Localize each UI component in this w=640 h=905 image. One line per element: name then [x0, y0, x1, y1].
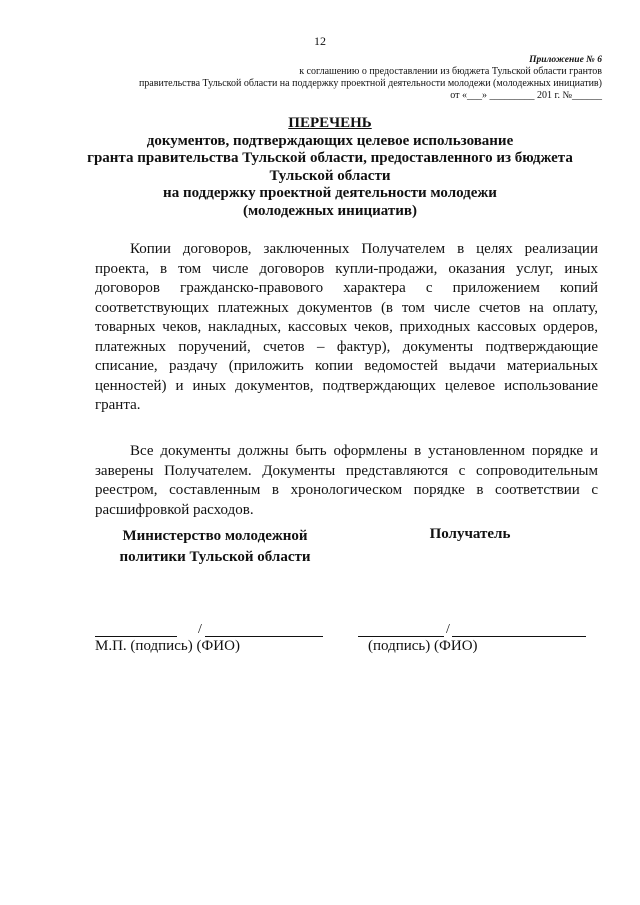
- title-line-4: на поддержку проектной деятельности молодежи: [163, 185, 497, 201]
- name-line-recipient: [452, 636, 586, 637]
- document-title: [60, 115, 600, 220]
- name-line-ministry: [205, 636, 323, 637]
- signatory-ministry-line-1: Министерство молодежной: [122, 528, 308, 544]
- header-line-3: от «___» _________ 201 г. №______: [450, 90, 602, 101]
- header-line-2: правительства Тульской области на поддержку проектной деятельности молодежи (молодежных инициатив): [138, 78, 602, 89]
- signature-line-ministry: [95, 636, 177, 637]
- signatory-recipient: Получатель: [429, 526, 511, 542]
- signatory-ministry: [100, 526, 330, 568]
- header-line-1: к соглашению о предоставлении из бюджета Тульской области грантов: [299, 66, 602, 77]
- title-main: ПЕРЕЧЕНЬ: [288, 115, 372, 131]
- title-line-3: Тульской области: [269, 167, 391, 184]
- slash-separator: /: [446, 622, 450, 637]
- page-number: 12: [314, 34, 326, 48]
- title-line-1: документов, подтверждающих целевое использование: [146, 132, 514, 149]
- document-header: [62, 54, 602, 102]
- signature-label-ministry: М.П. (подпись) (ФИО): [95, 638, 240, 654]
- title-line-5: (молодежных инициатив): [243, 202, 417, 219]
- signature-label-recipient: (подпись) (ФИО): [368, 638, 478, 654]
- signatory-ministry-line-2: политики Тульской области: [119, 549, 311, 565]
- title-line-2: гранта правительства Тульской области, предоставленного из бюджета: [87, 150, 573, 166]
- signature-line-recipient: [358, 636, 444, 637]
- annex-number: Приложение № 6: [529, 55, 602, 65]
- paragraph-documents: Копии договоров, заключенных Получателем в целях реализации проекта, в том числе договоров купли-продажи, оказания услуг, иных договоров гражданско-правового характера с приложением копий соответствующих платежных документов (в том числе счетов на оплату, товарных чеков, накладных, кассовых чеков, приходных кассовых ордеров, платежных поручений, счетов – фактур), документы подтверждающие списание, раздачу (приложить копии ведомостей выдачи материальных ценностей) и иных документов, подтверждающих целевое использование гранта.: [95, 241, 598, 413]
- slash-separator: /: [198, 622, 202, 637]
- paragraph-requirements: Все документы должны быть оформлены в установленном порядке и заверены Получателем. Документы представляются с сопроводительным реестром, составленным в хронологическом порядке в соответствии с расшифровкой расходов.: [95, 443, 598, 518]
